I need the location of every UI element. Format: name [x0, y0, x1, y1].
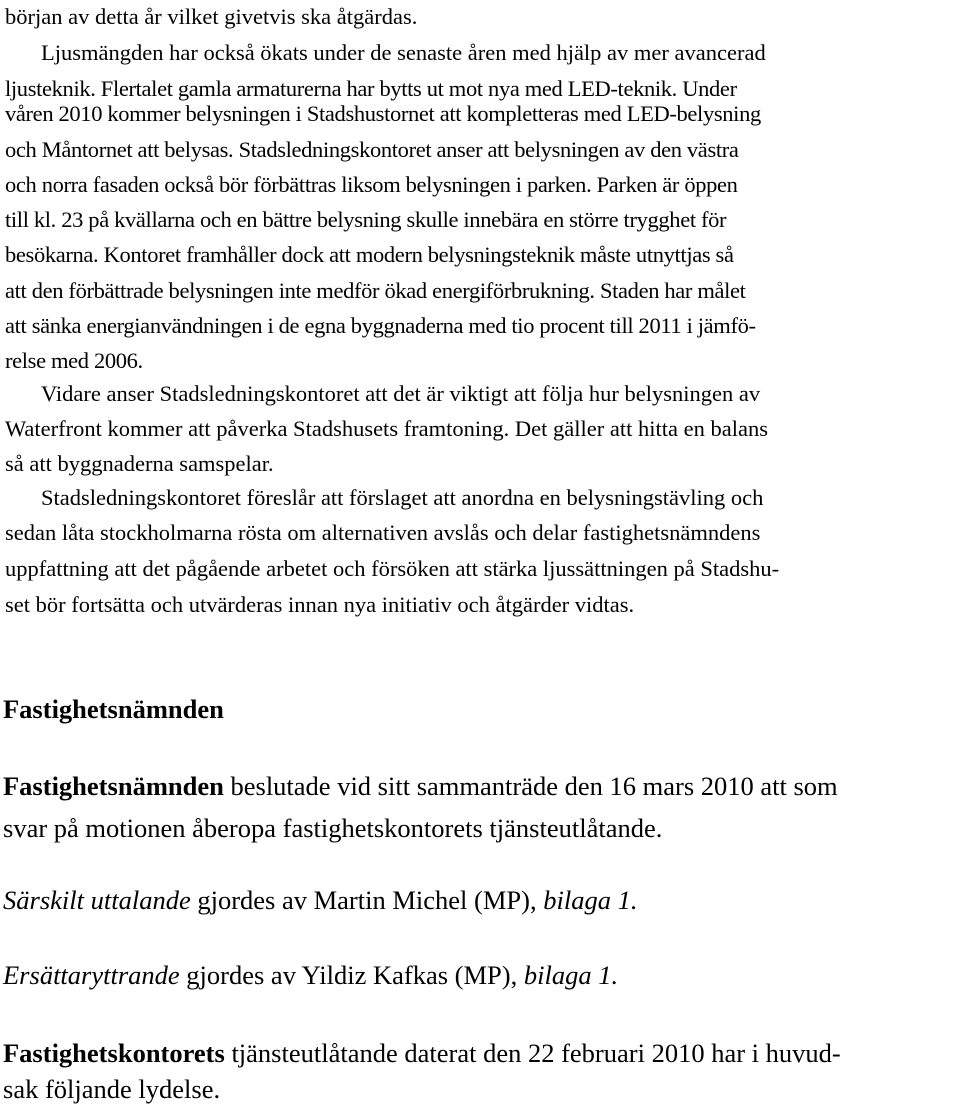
statement-attachment: bilaga 1.: [523, 960, 619, 990]
text-line: uppfattning att det pågående arbetet och försöken att stärka ljussättningen på Stadshu-: [5, 556, 780, 581]
text-line: så att byggnaderna samspelar.: [5, 451, 274, 476]
text-line: besökarna. Kontoret framhåller dock att modern belysningsteknik måste utnyttjas så: [5, 242, 734, 267]
statement-text: gjordes av Martin Michel (MP),: [190, 885, 544, 915]
decision-subject: Fastighetsnämnden: [3, 771, 224, 801]
text-line: Stadsledningskontoret föreslår att förslaget att anordna en belysningstävling och: [41, 485, 764, 510]
statement-line: [3, 883, 637, 917]
statement-type: Ersättaryttrande: [3, 960, 180, 990]
office-statement-line: sak följande lydelse.: [3, 1074, 221, 1104]
text-line: relse med 2006.: [5, 348, 143, 373]
text-line: set bör fortsätta och utvärderas innan nya initiativ och åtgärder vidtas.: [5, 592, 635, 617]
text-line: Waterfront kommer att påverka Stadshusets framtoning. Det gäller att hitta en balans: [5, 416, 768, 441]
office-statement-subject: Fastighetskontorets: [3, 1038, 225, 1068]
text-line: våren 2010 kommer belysningen i Stadshustornet att kompletteras med LED-belysning: [5, 101, 761, 126]
text-line: att den förbättrade belysningen inte medför ökad energiförbrukning. Staden har målet: [5, 278, 746, 303]
text-line: början av detta år vilket givetvis ska åtgärdas.: [5, 4, 418, 29]
text-line: Ljusmängden har också ökats under de senaste åren med hjälp av mer avancerad: [41, 40, 766, 65]
text-line: och Måntornet att belysas. Stadsledningskontoret anser att belysningen av den västra: [5, 137, 739, 162]
section-heading: Fastighetsnämnden: [3, 694, 224, 724]
decision-text: beslutade vid sitt sammanträde den 16 mars 2010 att som: [223, 771, 838, 801]
statement-type: Särskilt uttalande: [3, 885, 191, 915]
statement-line: [3, 958, 618, 992]
text-line: Vidare anser Stadsledningskontoret att det är viktigt att följa hur belysningen av: [41, 381, 761, 406]
office-statement-line: [3, 1036, 841, 1070]
text-line: att sänka energianvändningen i de egna byggnaderna med tio procent till 2011 i jämfö-: [5, 313, 756, 338]
decision-line: [3, 769, 838, 803]
text-line: och norra fasaden också bör förbättras liksom belysningen i parken. Parken är öppen: [5, 172, 738, 197]
text-line: till kl. 23 på kvällarna och en bättre belysning skulle innebära en större trygghet för: [5, 207, 727, 232]
text-line: ljusteknik. Flertalet gamla armaturerna har bytts ut mot nya med LED-teknik. Under: [5, 76, 737, 101]
text-line: sedan låta stockholmarna rösta om alternativen avslås och delar fastighetsnämndens: [5, 520, 761, 545]
office-statement-text: tjänsteutlåtande daterat den 22 februari 2010 har i huvud-: [224, 1038, 841, 1068]
statement-text: gjordes av Yildiz Kafkas (MP),: [179, 960, 524, 990]
statement-attachment: bilaga 1.: [543, 885, 638, 915]
decision-line: svar på motionen åberopa fastighetskontorets tjänsteutlåtande.: [3, 813, 663, 843]
